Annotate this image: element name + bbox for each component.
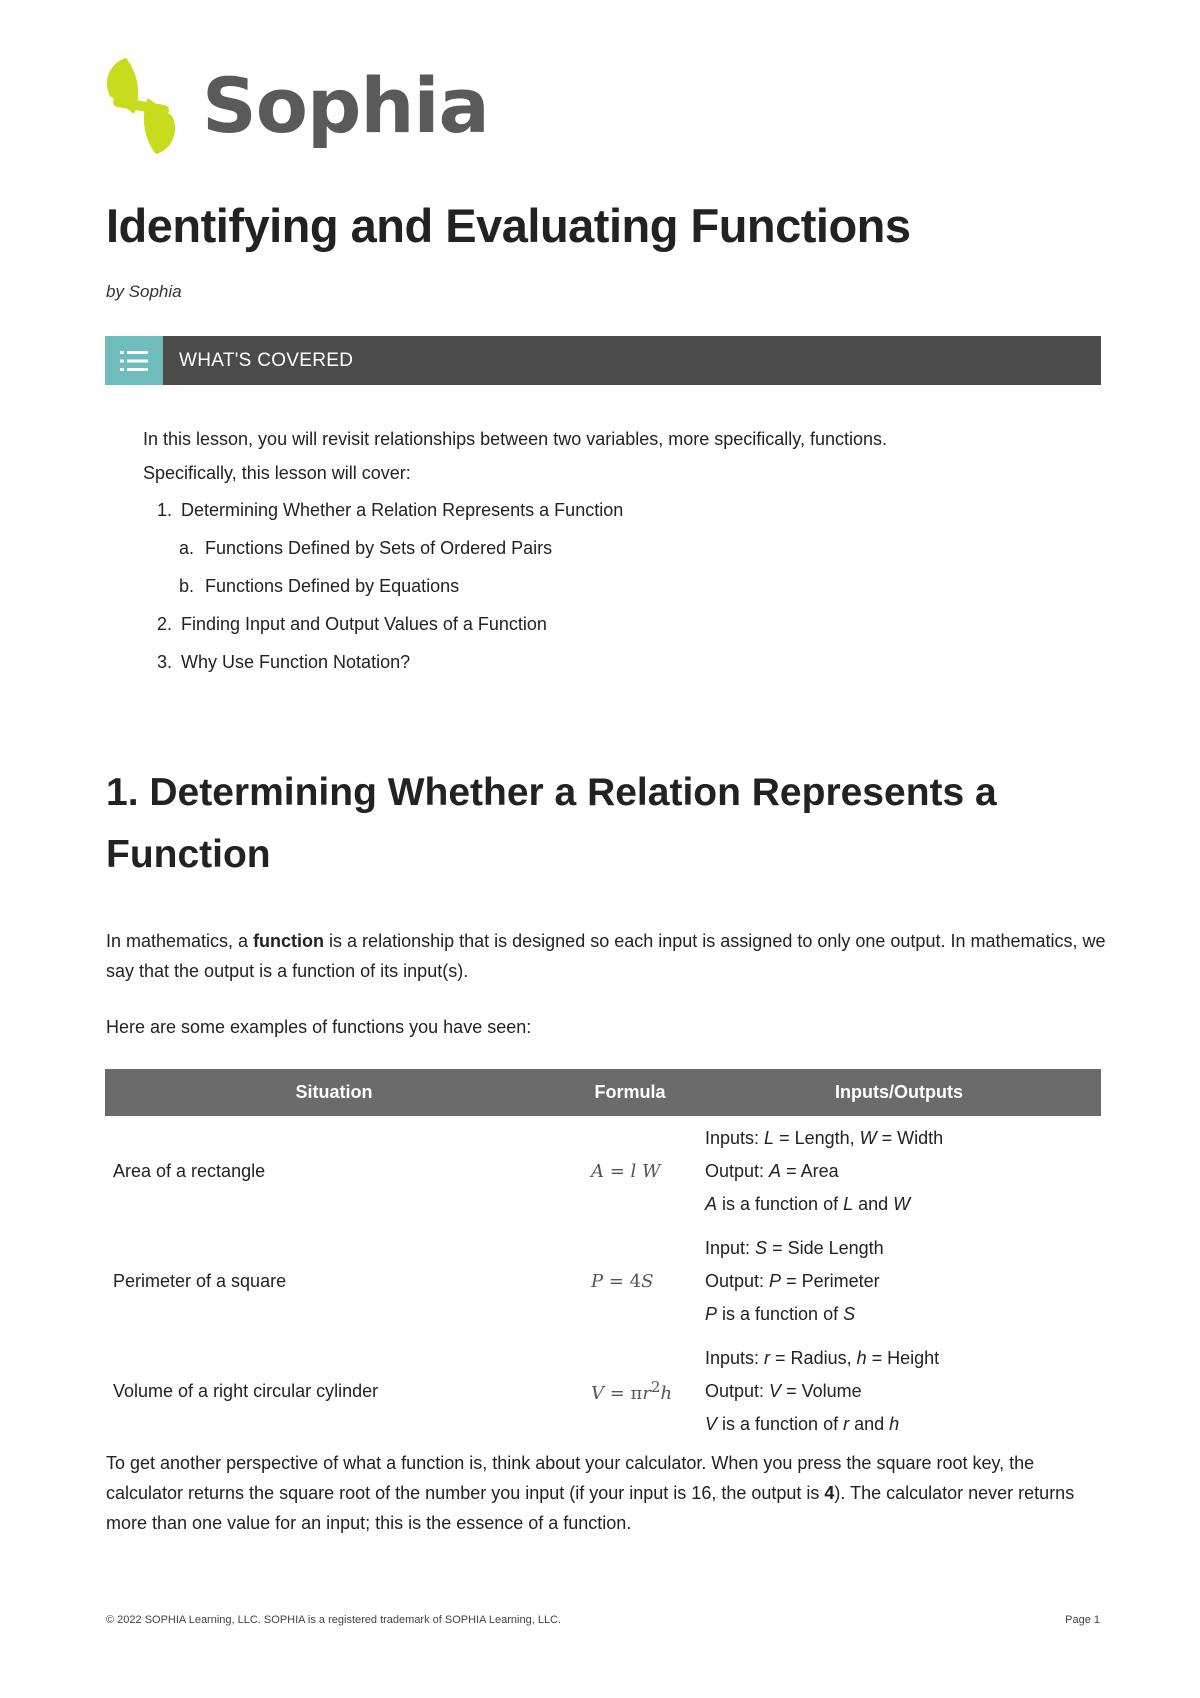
calculator-paragraph: To get another perspective of what a function is, think about your calculator. When you press the square root key, the calculator returns the square root of the number you input (if your input is 16, the output is 4). The calculator never returns more than one value for an input; this is the essence of a function. — [106, 1453, 1075, 1533]
brand-name: Sophia — [202, 61, 489, 150]
table-row — [105, 1116, 1101, 1226]
situation-cell: Volume of a right circular cylinder — [113, 1380, 379, 1401]
outline-item: 2. Finding Input and Output Values of a Function — [157, 614, 547, 634]
table-header — [105, 1069, 1101, 1116]
sophia-logo — [104, 56, 489, 156]
table-row — [105, 1226, 1101, 1336]
outline-item: 3. Why Use Function Notation? — [157, 652, 411, 672]
byline: by Sophia — [106, 282, 182, 301]
outline-item: a. Functions Defined by Sets of Ordered Pairs — [179, 538, 553, 558]
whats-covered-label: WHAT'S COVERED — [179, 350, 354, 371]
footer-copyright: © 2022 SOPHIA Learning, LLC. SOPHIA is a registered trademark of SOPHIA Learning, LLC. — [106, 1614, 562, 1626]
formula-cell: $V = \pi r^2h$ — [591, 1378, 673, 1404]
lesson-intro — [143, 422, 1083, 490]
sophia-logo-icon — [104, 56, 178, 156]
outline-item: b. Functions Defined by Equations — [179, 576, 460, 596]
column-header: Inputs/Outputs — [835, 1082, 963, 1102]
inputs-outputs-cell: Inputs: r = Radius, h = Height Output: V = Volume V is a function of r and h — [705, 1347, 940, 1434]
inputs-outputs-cell: Input: S = Side Length Output: P = Perimeter P is a function of S — [705, 1237, 884, 1324]
section-heading: 1. Determining Whether a Relation Represents a Function — [106, 771, 997, 876]
column-header: Situation — [295, 1082, 373, 1102]
page-number: Page 1 — [1065, 1614, 1100, 1626]
outline-item: 1. Determining Whether a Relation Represents a Function — [157, 500, 624, 520]
intro-line-2: Specifically, this lesson will cover: — [143, 463, 411, 483]
formula-cell: P = 4S — [591, 1270, 654, 1292]
document-title: Identifying and Evaluating Functions — [106, 199, 911, 252]
lesson-outline — [143, 491, 623, 681]
situation-cell: Perimeter of a square — [113, 1270, 287, 1291]
column-header: Formula — [594, 1082, 666, 1102]
inputs-outputs-cell: Inputs: L = Length, W = Width Output: A = Area A is a function of L and W — [705, 1127, 944, 1214]
whats-covered-bar — [105, 336, 1101, 385]
list-icon — [105, 336, 163, 385]
intro-line-1: In this lesson, you will revisit relationships between two variables, more specifically, functions. — [143, 429, 887, 449]
situation-cell: Area of a rectangle — [113, 1160, 266, 1181]
definition-paragraph: In mathematics, a function is a relationship that is designed so each input is assigned to only one output. In mathematics, we say that the output is a function of its input(s). — [106, 931, 1106, 981]
functions-table — [105, 1069, 1101, 1446]
formula-cell: A = l W — [591, 1160, 661, 1182]
examples-intro: Here are some examples of functions you have seen: — [106, 1017, 532, 1037]
term-function: function — [253, 931, 325, 951]
table-row — [105, 1336, 1101, 1446]
